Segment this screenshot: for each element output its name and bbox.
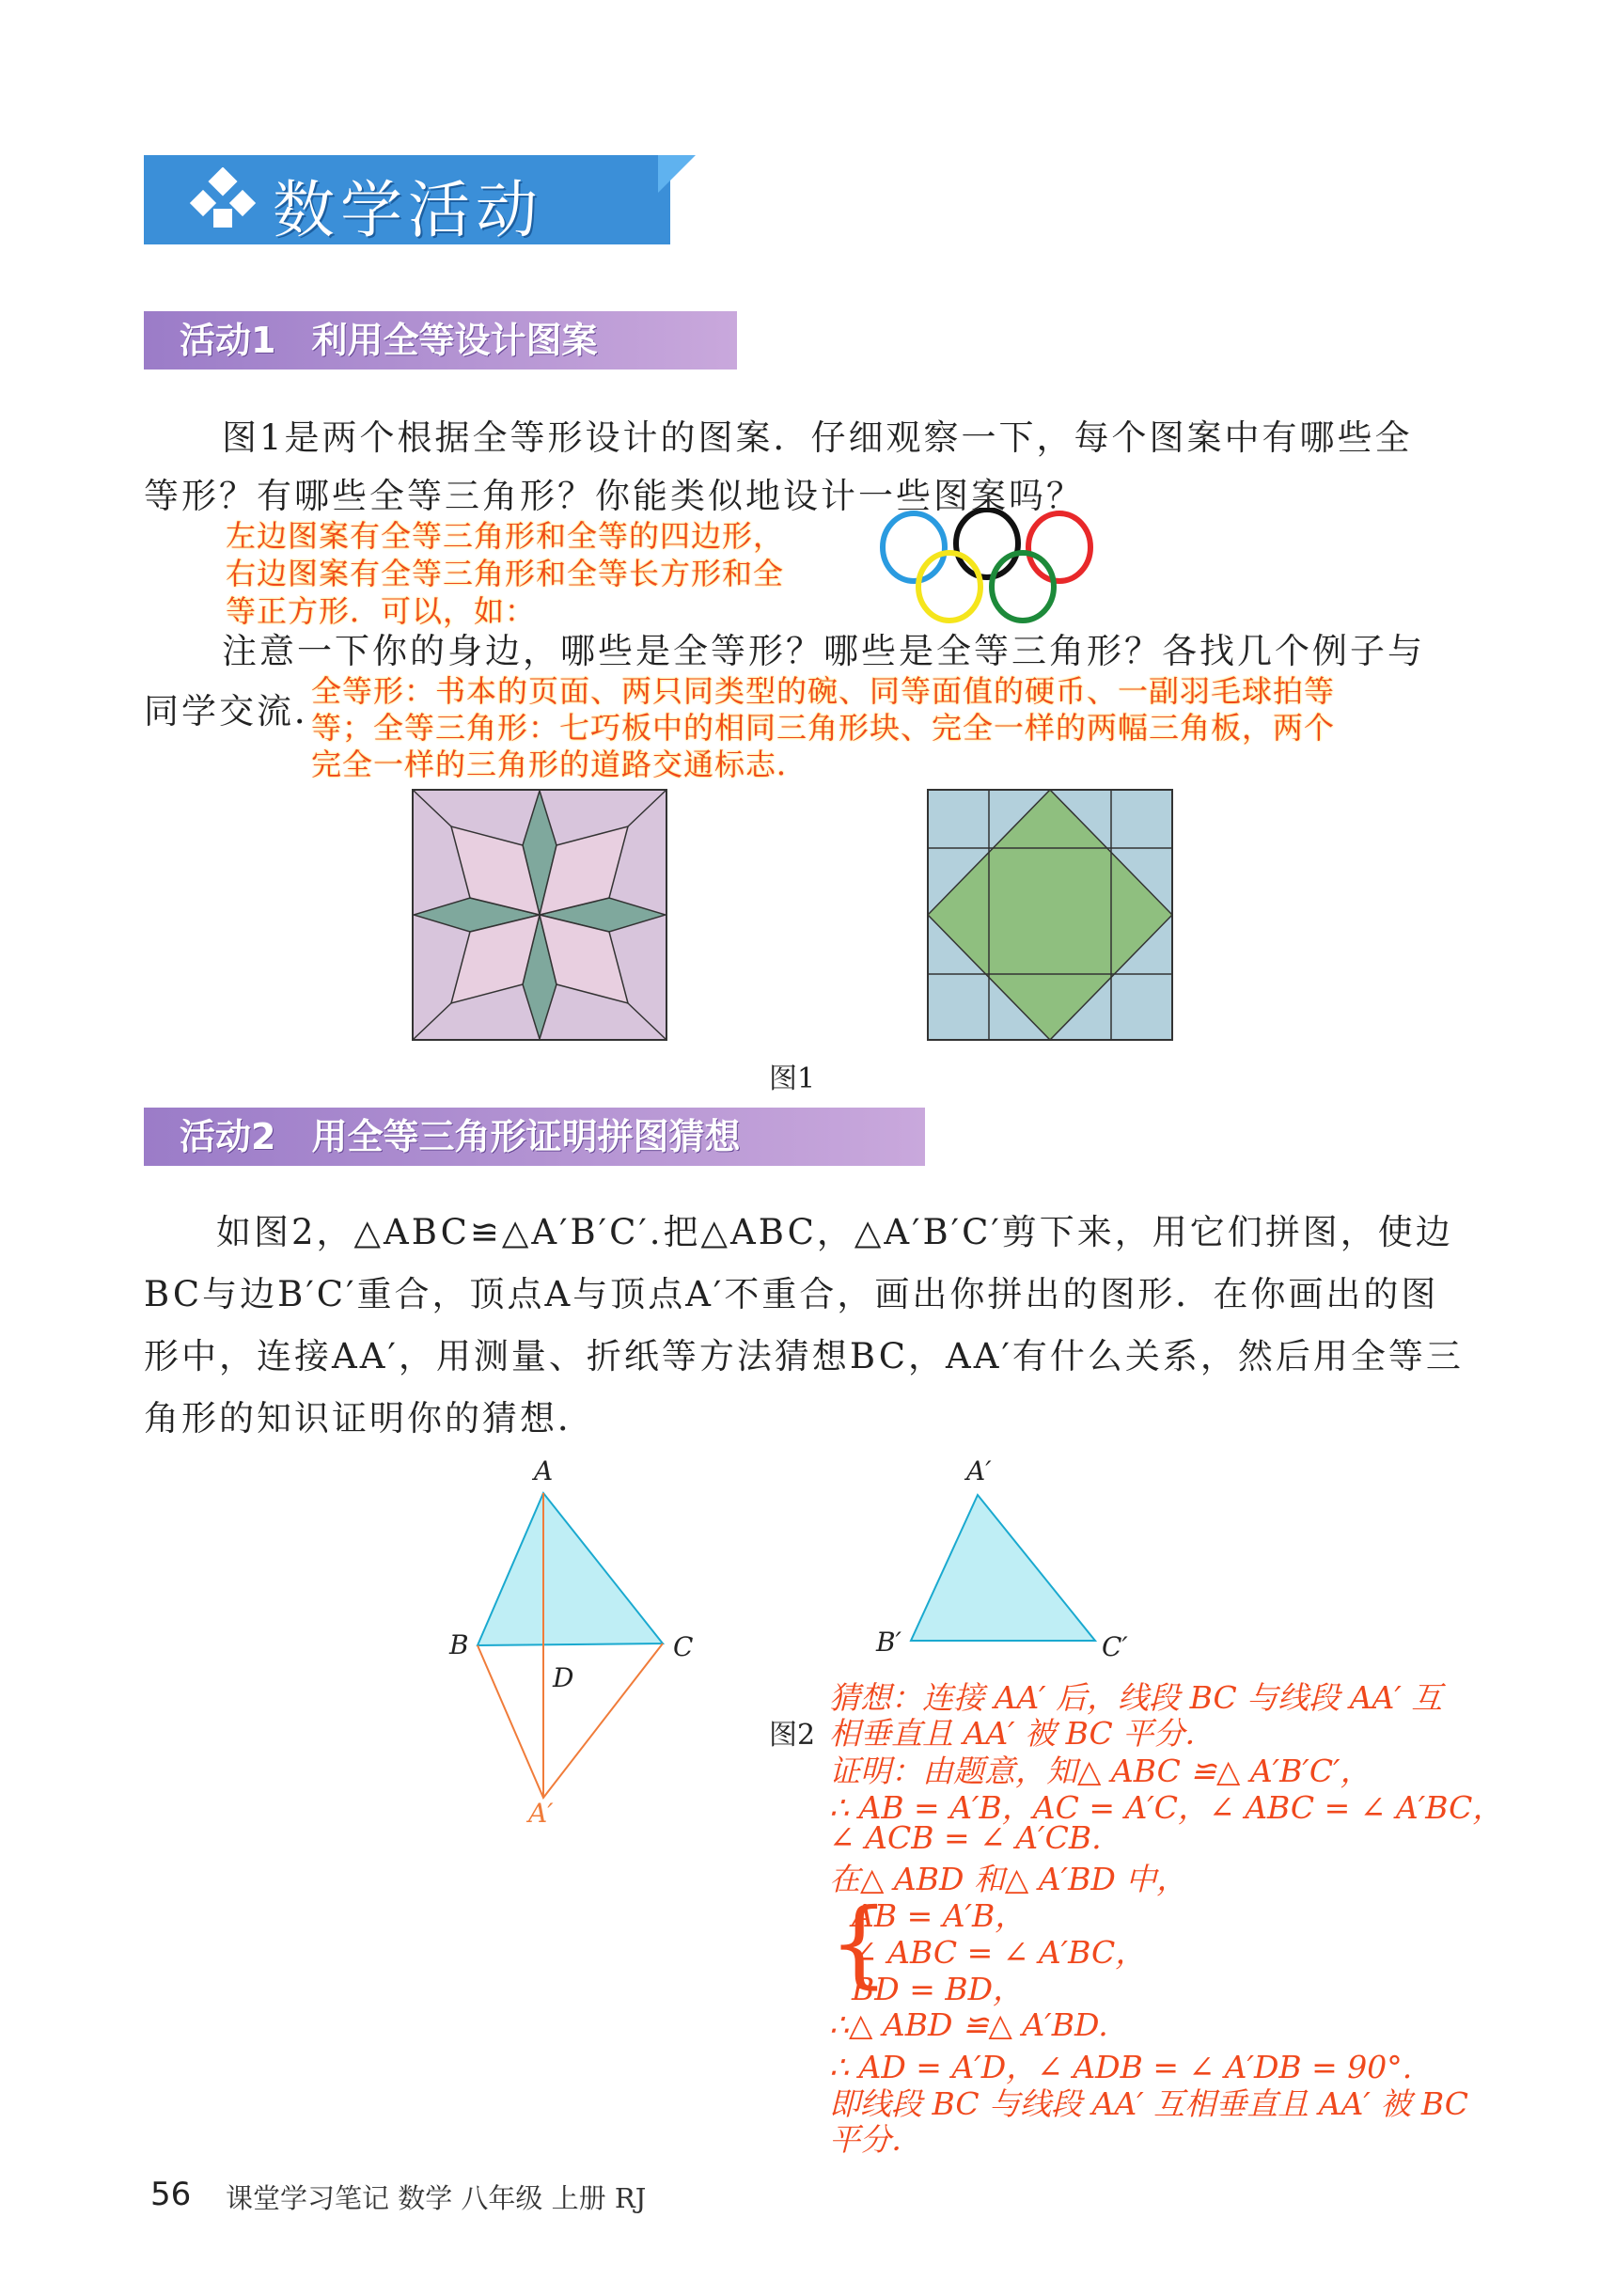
page-number: 56 bbox=[150, 2176, 192, 2213]
label-B-prime: B′ bbox=[876, 1627, 901, 1658]
proof-line: 猜想：连接 AA′ 后，线段 BC 与线段 AA′ 互 bbox=[829, 1679, 1443, 1716]
proof-line: BD = BD， bbox=[852, 1971, 1025, 2007]
brace-icon: { bbox=[829, 1888, 889, 1998]
paragraph-line: 如图2，△ABC≌△A′B′C′.把△ABC，△A′B′C′剪下来，用它们拼图，使边 bbox=[216, 1212, 1453, 1252]
paragraph-line: BC与边B′C′重合，顶点A与顶点A′不重合，画出你拼出的图形．在你画出的图 bbox=[144, 1274, 1439, 1314]
proof-line: ∠ ABC = ∠ A′BC， bbox=[852, 1934, 1147, 1971]
proof-line: 在△ ABD 和△ A′BD 中， bbox=[829, 1861, 1188, 1897]
label-A: A bbox=[534, 1455, 554, 1486]
annotation-line: 等；全等三角形：七巧板中的相同三角形块、完全一样的两幅三角板，两个 bbox=[311, 710, 1336, 746]
label-A-prime-right: A′ bbox=[966, 1455, 992, 1486]
proof-line: 相垂直且 AA′ 被 BC 平分． bbox=[829, 1715, 1216, 1752]
paragraph-line: 角形的知识证明你的猜想． bbox=[144, 1398, 595, 1439]
proof-line: ∴ AB = A′B，AC = A′C，∠ ABC = ∠ A′BC， bbox=[829, 1789, 1504, 1826]
label-B: B bbox=[449, 1629, 469, 1660]
activity1-heading: 活动1 利用全等设计图案 bbox=[144, 311, 737, 370]
star-pattern-figure bbox=[412, 789, 667, 1041]
annotation-line: 全等形：书本的页面、两只同类型的碗、同等面值的硬币、一副羽毛球拍等 bbox=[311, 673, 1336, 709]
paragraph-line: 注意一下你的身边，哪些是全等形？哪些是全等三角形？各找几个例子与 bbox=[222, 631, 1425, 671]
figure2-caption: 图2 bbox=[769, 1719, 816, 1752]
olympic-rings-drawing bbox=[874, 508, 1100, 625]
banner-flap bbox=[658, 155, 696, 193]
proof-line: 即线段 BC 与线段 AA′ 互相垂直且 AA′ 被 BC bbox=[829, 2085, 1468, 2122]
paragraph-line: 形中，连接AA′，用测量、折纸等方法猜想BC，AA′有什么关系，然后用全等三 bbox=[144, 1336, 1464, 1376]
proof-line: 平分． bbox=[829, 2121, 922, 2158]
section-title: 数学活动 bbox=[273, 174, 543, 246]
label-D: D bbox=[553, 1662, 574, 1693]
diamond-grid-figure bbox=[927, 789, 1173, 1041]
activity2-heading: 活动2 用全等三角形证明拼图猜想 bbox=[144, 1108, 925, 1166]
annotation-line: 等正方形．可以，如： bbox=[226, 593, 537, 629]
annotation-line: 左边图案有全等三角形和全等的四边形， bbox=[226, 518, 785, 554]
label-C-prime: C′ bbox=[1102, 1631, 1128, 1662]
proof-line: ∠ ACB = ∠ A′CB. bbox=[829, 1819, 1102, 1856]
annotation-line: 右边图案有全等三角形和全等长方形和全 bbox=[226, 556, 785, 591]
figure1-caption: 图1 bbox=[769, 1062, 816, 1095]
proof-line: ∴△ ABD ≌△ A′BD. bbox=[829, 2006, 1108, 2043]
proof-line: ∴ AD = A′D，∠ ADB = ∠ A′DB = 90°. bbox=[829, 2049, 1413, 2085]
diamond-puzzle-icon bbox=[188, 167, 263, 235]
proof-line: 证明：由题意，知△ ABC ≌△ A′B′C′， bbox=[829, 1753, 1372, 1789]
proof-line: AB = A′B， bbox=[852, 1897, 1027, 1934]
book-title-footer: 课堂学习笔记 数学 八年级 上册 RJ bbox=[226, 2182, 647, 2214]
label-A-prime: A′ bbox=[528, 1798, 554, 1829]
paragraph-line: 等形？有哪些全等三角形？你能类似地设计一些图案吗？ bbox=[144, 476, 1084, 516]
paragraph-line: 同学交流． bbox=[144, 691, 332, 731]
label-C: C bbox=[673, 1631, 694, 1662]
annotation-line: 完全一样的三角形的道路交通标志． bbox=[311, 747, 808, 782]
paragraph-line: 图1是两个根据全等形设计的图案．仔细观察一下，每个图案中有哪些全 bbox=[222, 417, 1413, 458]
